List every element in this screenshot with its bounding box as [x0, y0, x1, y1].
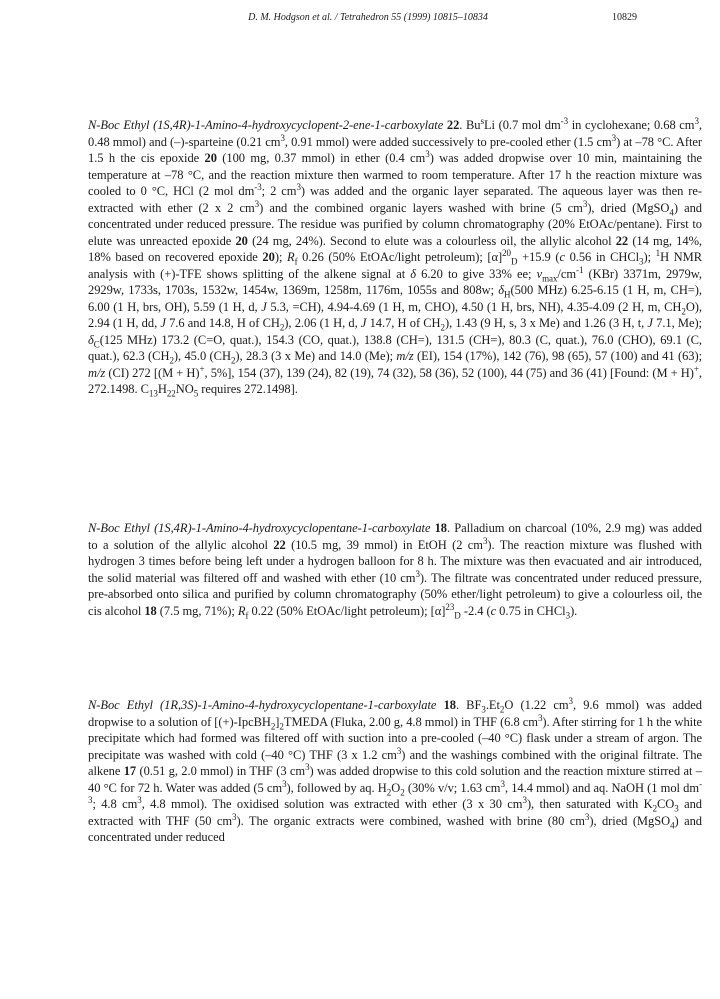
text-run: ) was added and the organic layer separated. The aqueous layer was then re-extracted with ether (2 x 2 cm	[88, 184, 702, 215]
text-run: ), followed by aq. H	[286, 780, 387, 795]
text-run: CO	[657, 797, 675, 811]
compound-ref: 18	[144, 603, 157, 618]
subscript: 3	[565, 610, 571, 620]
superscript: 3	[584, 811, 590, 822]
superscript: -3	[88, 778, 703, 805]
text-run: Bu	[466, 118, 481, 132]
text-run: ; 2 cm	[261, 184, 297, 198]
compound-ref: 17	[123, 764, 137, 778]
text-run: );	[274, 250, 287, 264]
subscript: 2	[652, 803, 658, 814]
superscript: -1	[576, 264, 584, 275]
italic-run: J	[360, 316, 367, 330]
superscript: 3	[232, 811, 237, 822]
superscript: 3	[254, 198, 260, 209]
compound-ref: 22	[615, 233, 629, 248]
compound-number: 22	[446, 118, 460, 132]
italic-run: R	[286, 250, 295, 264]
text-run: , 9.6 mmol) was added dropwise to a solution of [(+)-IpcBH	[88, 698, 702, 729]
text-run: (CI) 272 [(M + H)	[105, 365, 200, 380]
italic-run: c	[559, 250, 565, 264]
text-run: H NMR analysis with (+)-TFE shows splitting of the alkene signal at	[88, 250, 702, 281]
superscript: 3	[305, 761, 310, 772]
text-run: (100 mg, 0.37 mmol) in ether (0.4 cm	[216, 151, 426, 165]
subscript: 13	[148, 388, 158, 399]
subscript: f	[294, 256, 298, 267]
text-run: (24 mg, 24%). Second to elute was a colourless oil, the allylic alcohol	[247, 233, 616, 248]
superscript: 3	[500, 778, 505, 789]
subscript: 2	[400, 787, 405, 797]
compound-ref: 20	[204, 151, 217, 165]
italic-run: m/z	[396, 349, 414, 363]
subscript: 2	[440, 322, 445, 333]
text-run: ; 4.8 cm	[92, 797, 138, 811]
text-run: O (1.22 cm	[504, 698, 569, 712]
text-run: 0.22 (50% EtOAc/light petroleum); [α]	[248, 603, 446, 618]
superscript: -3	[254, 181, 262, 192]
superscript: 3	[296, 181, 301, 192]
experimental-paragraph: N-Boc Ethyl (1S,4R)-1-Amino-4-hydroxycyclopentane-1-carboxylate 18. Palladium on charcoal (10%, 2.9 mg) was added to a solution of the allylic alcohol 22 (10.5 mg, 39 mmol) in EtOH (2 $cm^3$). The reaction mixture was flushed with hydrogen 3 times before being left under a hydrogen balloon for 8 h. The mixture was then evacuated and air introduced, the solid material was filtered off and washed with ether (10 $cm^3$). The filtrate was concentrated under reduced pressure, pre-absorbed onto silica and purified by column chromatography (50% ether/light petroleum) to give a colourless oil, the cis alcohol 18 (7.5 mg, 71%); $R_f$ 0.22 (50% EtOAc/light petroleum); $[\alpha]^{23}_D$ -2.4 (c 0.75 in CHCl$_3$).	[88, 521, 703, 620]
superscript: 3	[582, 198, 588, 209]
text-run: ), 28.3 (3 x Me) and 14.0 (Me);	[235, 349, 397, 363]
text-run: , 0.48 mmol) and (–)-sparteine (0.21 cm	[88, 118, 702, 149]
text-run: 7.1, Me);	[652, 316, 702, 330]
text-run: ) and the washings combined with the original filtrate. The alkene	[88, 747, 702, 778]
text-run: , 14.4 mmol) and aq. NaOH (1 mol dm	[504, 780, 700, 795]
compound-number: 18	[434, 521, 448, 535]
text-run: (0.51 g, 2.0 mmol) in THF (3 cm	[136, 764, 306, 778]
text-run: (KBr) 3371m, 2979w, 2929w, 1733s, 1703s, 1532w, 1454w, 1369m, 1258m, 1176m, 1055s and 808w;	[88, 266, 702, 297]
superscript: 3	[537, 712, 543, 723]
subscript: 22	[166, 388, 176, 399]
text-run: requires 272.1498].	[198, 382, 298, 396]
text-run: O	[391, 780, 401, 795]
subscript: D	[511, 256, 518, 267]
subscript: 4	[670, 820, 675, 830]
subscript: 2	[386, 787, 392, 797]
subscript: 2	[270, 721, 276, 731]
subscript: 3	[481, 704, 486, 715]
text-run: 0.56 in CHCl	[564, 250, 640, 264]
subscript: 4	[669, 207, 674, 217]
text-run: NO	[175, 382, 194, 396]
italic-run: c	[490, 603, 497, 618]
subscript: 2	[169, 355, 174, 366]
superscript: 3	[396, 745, 402, 756]
text-run: Palladium on charcoal (10%, 2.9 mg) was added to a solution of the allylic alcohol	[88, 521, 703, 552]
compound-number: 18	[443, 698, 456, 712]
subscript: 2	[499, 704, 505, 715]
superscript: 3	[482, 535, 488, 546]
subscript: 2	[681, 306, 686, 316]
superscript: s	[480, 115, 484, 126]
text-run: H	[157, 382, 167, 396]
superscript: 3	[522, 794, 527, 805]
page-number: 10829	[612, 12, 637, 23]
italic-run: δ	[498, 283, 505, 297]
text-run: 0.75 in CHCl	[496, 603, 566, 618]
subscript: f	[245, 610, 249, 620]
italic-run: m/z	[88, 365, 106, 380]
procedure-title: N-Boc Ethyl (1S,4R)-1-Amino-4-hydroxycyclopentane-1-carboxylate	[88, 521, 431, 535]
procedure-title: N-Boc Ethyl (1S,4R)-1-Amino-4-hydroxycyclopent-2-ene-1-carboxylate	[88, 118, 444, 132]
text-run: , 5%], 154 (37), 139 (24), 82 (19), 74 (32), 58 (36), 52 (100), 44 (75) and 36 (41) [Found: (M + H)	[204, 365, 694, 380]
text-run: +15.9 (	[517, 250, 560, 264]
text-run: -2.4 (	[460, 603, 491, 618]
subscript: 2	[279, 721, 284, 731]
superscript: 3	[694, 115, 699, 126]
superscript: 20	[502, 247, 512, 258]
text-run: BF	[466, 698, 482, 712]
superscript: +	[693, 363, 699, 374]
subscript: 2	[279, 322, 285, 333]
italic-run: ν	[536, 266, 543, 281]
text-run: (125 MHz) 173.2 (C=O, quat.), 154.3 (CO, quat.), 138.8 (CH=), 131.5 (CH=), 80.3 (C, quat.), 76.0 (CHO), 69.1 (C, quat.), 62.3 (CH	[88, 332, 702, 363]
superscript: +	[199, 363, 205, 374]
superscript: -3	[560, 115, 569, 126]
text-run: ), dried (MgSO	[587, 200, 670, 215]
italic-run: δ	[88, 332, 94, 347]
text-run: 14.7, H of CH	[366, 316, 441, 330]
compound-ref: 20	[262, 250, 275, 264]
text-run: ) was added dropwise to this cold solution and the reaction mixture stirred at –40 °C for 72 h. Water was added (5 cm	[88, 764, 702, 795]
subscript: H	[504, 289, 511, 300]
text-run: (30% v/v; 1.63 cm	[404, 780, 501, 795]
text-run: 0.26 (50% EtOAc/light petroleum); [α]	[297, 250, 503, 264]
italic-run: J	[647, 316, 653, 330]
text-run: ). The reaction mixture was flushed with hydrogen 3 times before being left under a hydrogen balloon for 8 h. The mixture was then evacuated and air introduced, the solid material was filtered off and washed with ether (10 cm	[88, 537, 703, 585]
text-run: 6.20 to give 33% ee;	[416, 266, 537, 281]
italic-run: R	[237, 603, 246, 618]
text-run: ).	[570, 603, 578, 618]
text-run: );	[643, 250, 656, 264]
superscript: 3	[280, 132, 285, 143]
text-run: ), 2.06 (1 H, d,	[284, 316, 361, 330]
subscript: 3	[639, 256, 644, 267]
text-run: in cyclohexane; 0.68 cm	[568, 118, 695, 132]
superscript: 1	[655, 247, 661, 258]
superscript: 3	[611, 132, 617, 143]
superscript: 3	[137, 794, 142, 805]
italic-run: J	[261, 299, 267, 314]
italic-run: J	[160, 316, 166, 330]
text-run: (14 mg, 14%, 18% based on recovered epoxide	[88, 233, 703, 264]
subscript: 5	[193, 388, 199, 399]
text-run: 5.3, =CH), 4.94-4.69 (1 H, m, CHO), 4.50 (1 H, brs, NH), 4.35-4.09 (2 H, m, CH	[266, 299, 682, 314]
text-run: , 4.8 mmol). The oxidised solution was extracted with ether (3 x 30 cm	[141, 797, 523, 811]
text-run: TMEDA (Fluka, 2.00 g, 4.8 mmol) in THF (6.8 cm	[283, 714, 538, 729]
superscript: 3	[425, 148, 430, 159]
superscript: 3	[568, 695, 573, 706]
text-run: (10.5 mg, 39 mmol) in EtOH (2 cm	[285, 537, 483, 552]
text-run: ). The organic extracts were combined, washed with brine (80 cm	[236, 813, 585, 828]
text-run: ) at –78 °C. After 1.5 h the cis epoxide	[88, 134, 702, 165]
text-run: ), 45.0 (CH	[173, 349, 231, 363]
text-run: ]	[275, 714, 280, 729]
subscript: 3	[674, 803, 679, 814]
text-run: ). The filtrate was concentrated under reduced pressure, pre-absorbed onto silica and purified by column chromatography (50% ether/light petroleum) to give a colourless oil, the cis alcohol	[88, 570, 702, 618]
compound-ref: 22	[273, 537, 286, 552]
text-run: ), then saturated with K	[526, 797, 653, 811]
text-run: O), 2.94 (1 H, dd,	[88, 299, 702, 330]
text-run: ), dried (MgSO	[589, 813, 671, 828]
text-run: and extracted with THF (50 cm	[88, 797, 702, 828]
text-run: /cm	[557, 266, 577, 281]
text-run: (500 MHz) 6.25-6.15 (1 H, m, CH=), 6.00 (1 H, brs, OH), 5.59 (1 H, d,	[88, 283, 702, 314]
text-run: ), 1.43 (9 H, s, 3 x Me) and 1.26 (3 H, t,	[445, 316, 648, 330]
text-run: 7.6 and 14.8, H of CH	[165, 316, 280, 330]
text-run: ) and the combined organic layers washed with brine (5 cm	[259, 200, 583, 215]
text-run: ) and concentrated under reduced pressure. The residue was purified by column chromatography (20% EtOAc/pentane). First to elute was unreacted epoxide	[88, 200, 702, 248]
italic-run: δ	[410, 266, 417, 281]
subscript: max	[542, 273, 558, 283]
text-run: .Et	[485, 698, 500, 712]
superscript: 23	[445, 601, 455, 612]
experimental-paragraph: N-Boc Ethyl (1R,3S)-1-Amino-4-hydroxycyclopentane-1-carboxylate 18. $BF_3.Et_2O$ (1.22 $cm^3$, 9.6 mmol) was added dropwise to a solution of $[(+)-IpcBH_2]_2TMEDA$ (Fluka, 2.00 g, 4.8 mmol) in THF (6.8 $cm^3$). After stirring for 1 h the white precipitate which had formed was filtered off with suction into a pre-cooled (–40 °C) flask under a stream of argon. The precipitate was washed with cold (–40 °C) THF (3 x 1.2 $cm^3$) and the washings combined with the original filtrate. The alkene 17 (0.51 g, 2.0 mmol) in THF (3 $cm^3$) was added dropwise to this cold solution and the reaction mixture stirred at –40 °C for 72 h. Water was added (5 $cm^3$), followed by aq. $H_2O_2$ (30% v/v; 1.63 $cm^3$, 14.4 mmol) and aq. NaOH (1 mol $dm^{-3}$; 4.8 $cm^3$, 4.8 mmol). The oxidised solution was extracted with ether (3 x 30 $cm^3$), then saturated with $K_2CO_3$ and extracted with THF (50 $cm^3$). The organic extracts were combined, washed with brine (80 $cm^3$), dried (MgSO$_4$) and concentrated under reduced	[88, 695, 703, 844]
text-run: (EI), 154 (17%), 142 (76), 98 (65), 57 (100) and 41 (63);	[413, 349, 703, 363]
subscript: 2	[230, 355, 236, 366]
subscript: C	[93, 339, 100, 349]
running-head: D. M. Hodgson et al. / Tetrahedron 55 (1999) 10815–10834	[248, 12, 488, 23]
procedure-title: N-Boc Ethyl (1R,3S)-1-Amino-4-hydroxycyclopentane-1-carboxylate	[88, 698, 437, 712]
text-run: , 0.91 mmol) were added successively to pre-cooled ether (1.5 cm	[284, 134, 612, 149]
text-run: ). After stirring for 1 h the white precipitate which had formed was filtered off with suction into a pre-cooled (–40 °C) flask under a stream of argon. The precipitate was washed with cold (–40 °C) THF (3 x 1.2 cm	[88, 714, 702, 762]
text-run: ) and concentrated under reduced	[88, 813, 702, 844]
text-run: (7.5 mg, 71%);	[156, 603, 238, 618]
experimental-paragraph: N-Boc Ethyl (1S,4R)-1-Amino-4-hydroxycyclopent-2-ene-1-carboxylate 22. Bu$^s$Li (0.7 mol $dm^{-3}$ in cyclohexane; 0.68 $cm^3$, 0.48 mmol) and (–)-sparteine (0.21 $cm^3$, 0.91 mmol) were added successively to pre-cooled ether (1.5 $cm^3$) at –78 °C. After 1.5 h the cis epoxide 20 (100 mg, 0.37 mmol) in ether (0.4 $cm^3$) was added dropwise over 10 min, maintaining the temperature at –78 °C, and the reaction mixture then warmed to room temperature. After 17 h the reaction mixture was cooled to 0 °C, HCl (2 mol $dm^{-3}$; 2 $cm^3$) was added and the organic layer separated. The aqueous layer was then re-extracted with ether (2 x 2 $cm^3$) and the combined organic layers washed with brine (5 $cm^3$), dried (MgSO$_4$) and concentrated under reduced pressure. The residue was purified by column chromatography (20% EtOAc/pentane). First to elute was unreacted epoxide 20 (24 mg, 24%). Second to elute was a colourless oil, the allylic alcohol 22 (14 mg, 14%, 18% based on recovered epoxide 20); $R_f$ 0.26 (50% EtOAc/light petroleum); $[\alpha]^{20}_D +15.9$ (c 0.56 in CHCl$_3$); $^1$H NMR analysis with (+)-TFE shows splitting of the alkene signal at δ 6.20 to give 33% ee; $\nu_{max}/cm^{-1}$ (KBr) 3371m, 2979w, 2929w, 1733s, 1703s, 1532w, 1454w, 1369m, 1258m, 1176m, 1055s and 808w; $\delta_H(500$ MHz) 6.25-6.15 (1 H, m, CH=), 6.00 (1 H, brs, OH), 5.59 (1 H, d, J 5.3, =CH), 4.94-4.69 (1 H, m, CHO), 4.50 (1 H, brs, NH), 4.35-4.09 (2 H, m, $CH_2O$), 2.94 (1 H, dd, J 7.6 and 14.8, H of $CH_2$), 2.06 (1 H, d, J 14.7, H of $CH_2$), 1.43 (9 H, s, 3 x Me) and 1.26 (3 H, t, J 7.1, Me); $\delta_C(125$ MHz) 173.2 (C=O, quat.), 154.3 (CO, quat.), 138.8 (CH=), 131.5 (CH=), 80.3 (C, quat.), 76.0 (CHO), 69.1 (C, quat.), 62.3 $(CH_2)$, 45.0 $(CH_2)$, 28.3 (3 x Me) and 14.0 (Me); m/z (EI), 154 (17%), 142 (76), 98 (65), 57 (100) and 41 (63); m/z (CI) 272 [(M + H)+, 5%], 154 (37), 139 (24), 82 (19), 74 (32), 58 (36), 52 (100), 44 (75) and 36 (41) [Found: (M + H)+, 272.1498. $C_{13}H_{22}NO_5$ requires 272.1498].	[88, 115, 703, 399]
text-run: , 272.1498. C	[88, 365, 702, 396]
compound-ref: 20	[235, 233, 248, 248]
text-run: ) was added dropwise over 10 min, maintaining the temperature at –78 °C, and the reaction mixture then warmed to room temperature. After 17 h the reaction mixture was cooled to 0 °C, HCl (2 mol dm	[88, 151, 702, 198]
subscript: D	[454, 610, 461, 620]
superscript: 3	[415, 568, 420, 579]
superscript: 3	[282, 778, 287, 789]
text-run: Li (0.7 mol dm	[483, 118, 561, 132]
